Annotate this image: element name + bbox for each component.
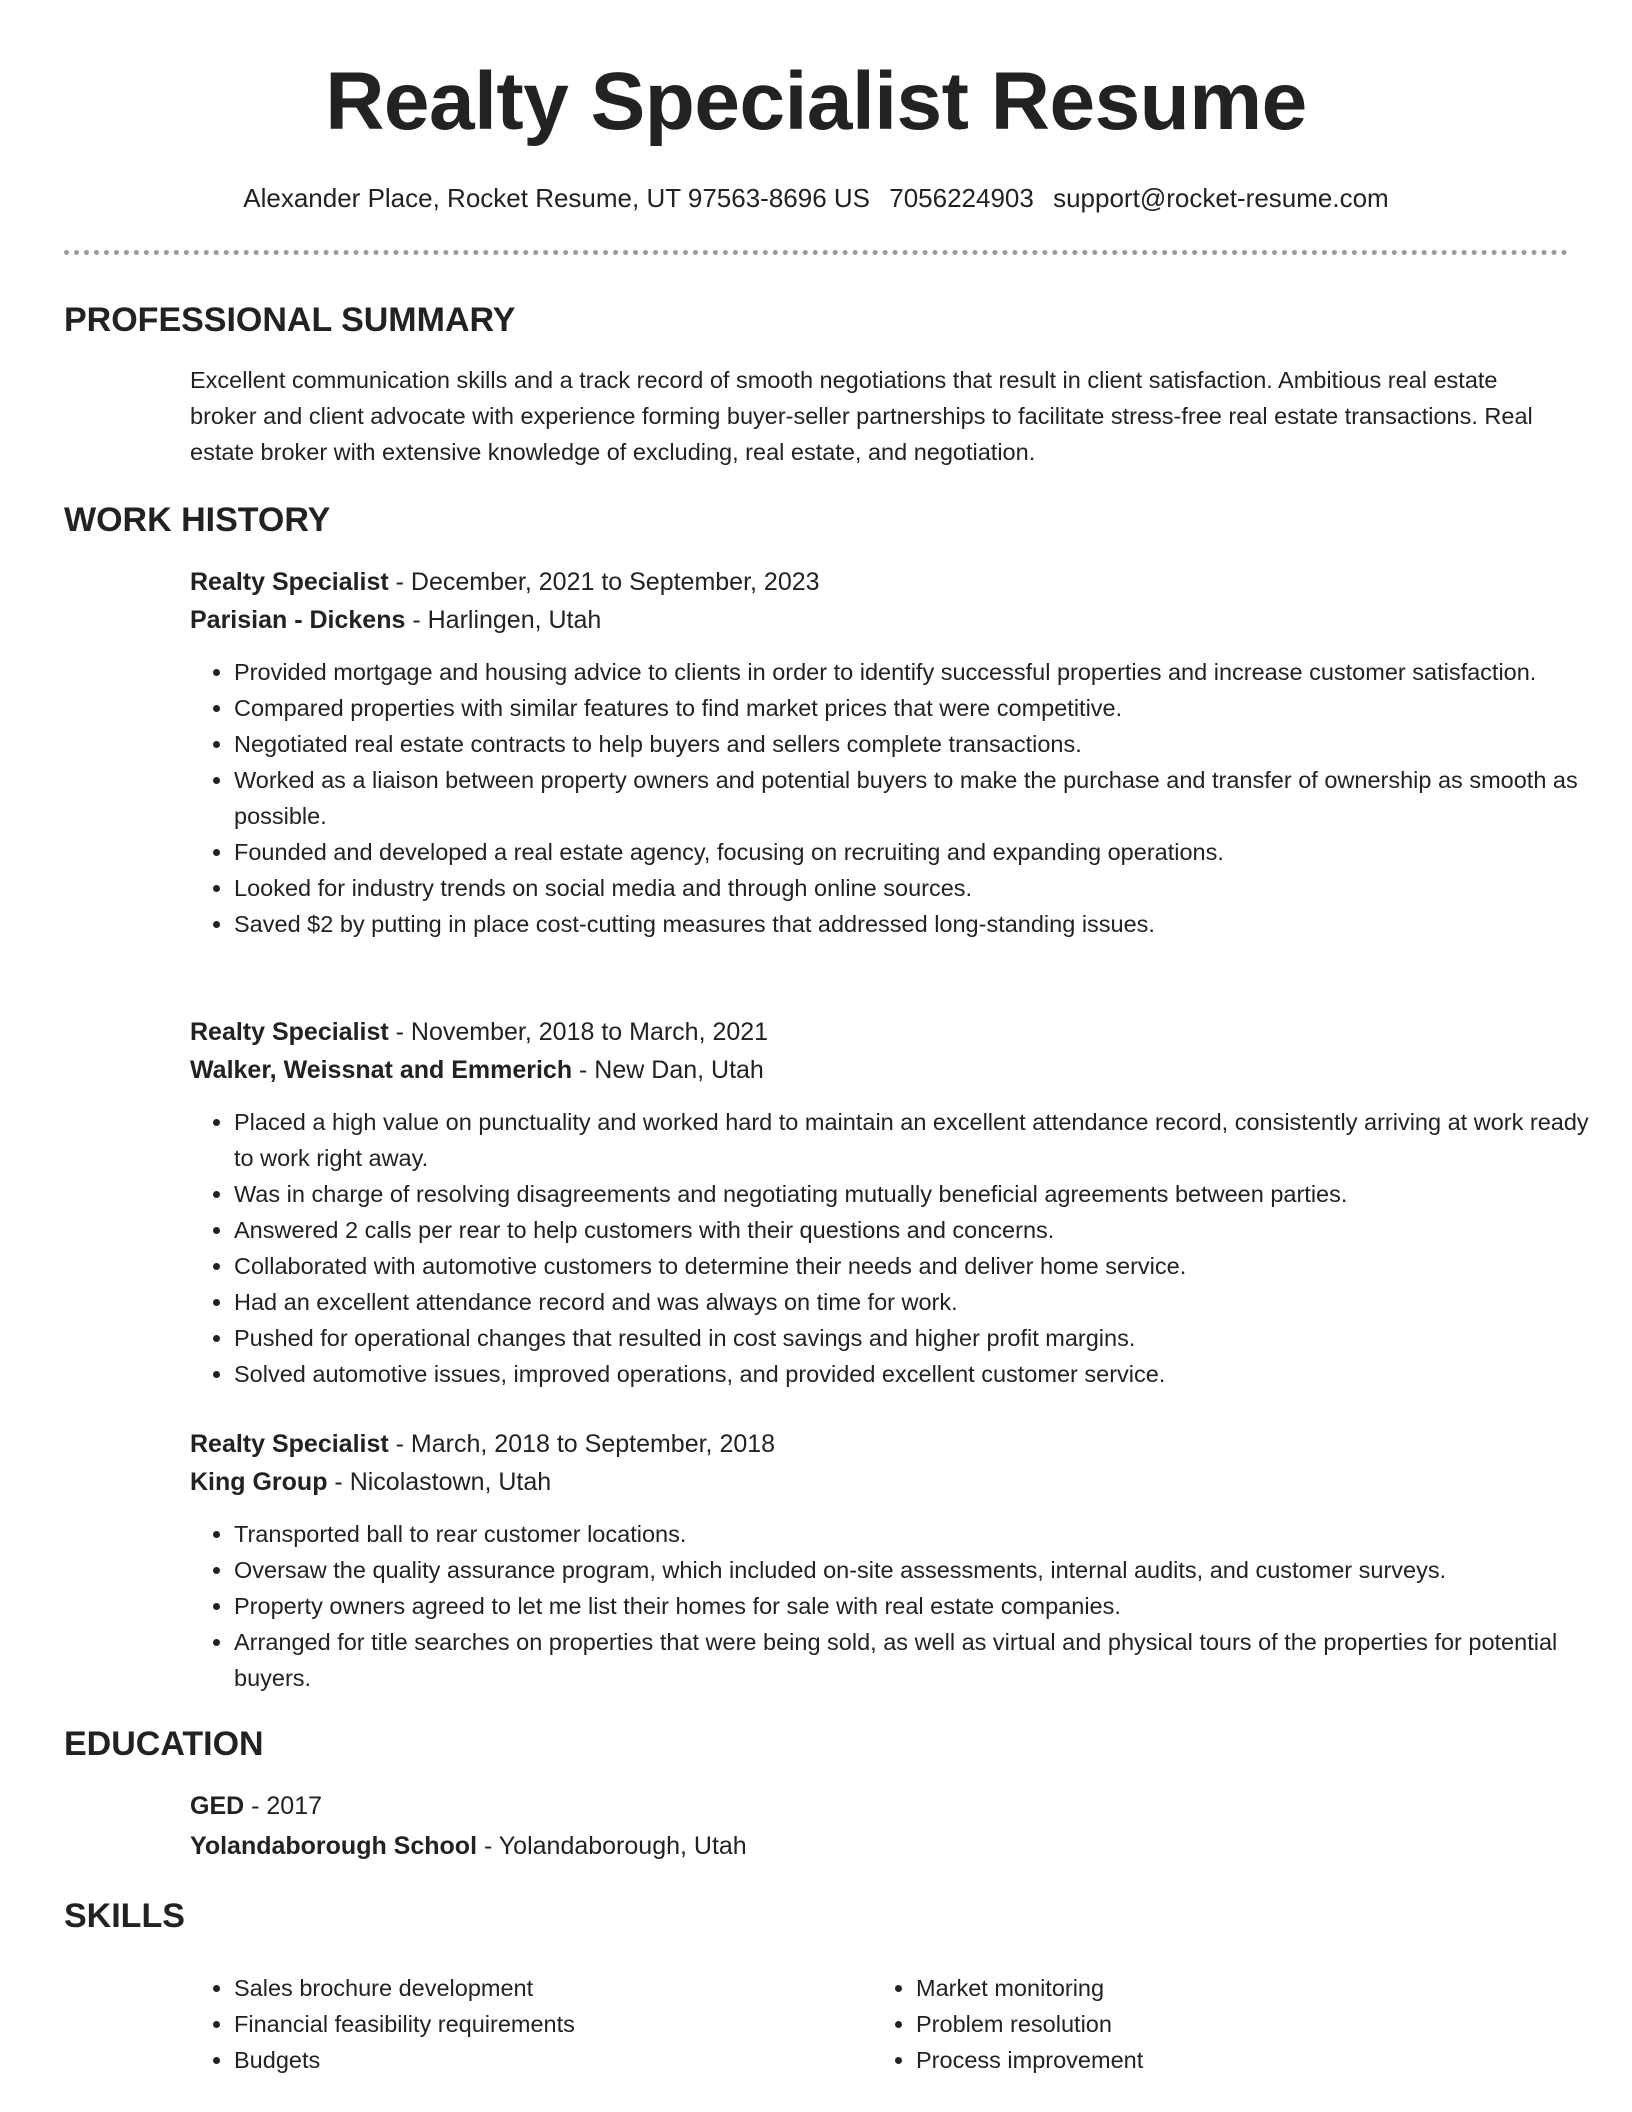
education-school: Yolandaborough School [190, 1832, 478, 1860]
list-item: • Looked for industry trends on social media and through online sources. [234, 870, 1612, 906]
job-title-line [190, 564, 820, 600]
work-history-heading: WORK HISTORY [64, 501, 331, 539]
list-item: • Worked as a liaison between property owners and potential buyers to make the purchase and transfer of ownership as smooth as possible. [234, 762, 1612, 834]
job-title-line [190, 1014, 768, 1050]
job-title-line [190, 1426, 775, 1462]
list-item: • Compared properties with similar features to find market prices that were competitive. [234, 690, 1612, 726]
list-item: • Placed a high value on punctuality and worked hard to maintain an excellent attendance record, consistently arriving at work ready to work right away. [234, 1104, 1612, 1176]
skill-item: • Financial feasibility requirements [234, 2006, 874, 2042]
job-company-line [190, 602, 601, 638]
education-school-line [190, 1828, 747, 1864]
list-item: • Transported ball to rear customer locations. [234, 1516, 1612, 1552]
resume-title: Realty Specialist Resume [325, 56, 1307, 147]
list-item: • Pushed for operational changes that resulted in cost savings and higher profit margins. [234, 1320, 1612, 1356]
job-location: - New Dan, Utah [572, 1056, 764, 1084]
skills-heading: SKILLS [64, 1897, 185, 1935]
skill-item: • Market monitoring [916, 1970, 1556, 2006]
list-item: • Founded and developed a real estate agency, focusing on recruiting and expanding operations. [234, 834, 1612, 870]
list-item: • Saved $2 by putting in place cost-cutting measures that addressed long-standing issues. [234, 906, 1612, 942]
education-degree: GED [190, 1792, 245, 1820]
job-bullets [190, 654, 1612, 942]
list-item: • Provided mortgage and housing advice to clients in order to identify successful properties and increase customer satisfaction. [234, 654, 1612, 690]
skill-item: • Problem resolution [916, 2006, 1556, 2042]
contact-address: Alexander Place, Rocket Resume, UT 97563-8696 US [243, 183, 871, 213]
job-location: - Harlingen, Utah [405, 606, 602, 634]
job-bullets [190, 1104, 1612, 1392]
skills-column-left [190, 1970, 874, 2078]
summary-text: Excellent communication skills and a track record of smooth negotiations that result in client satisfaction. Ambitious real estate broker and client advocate with experience forming buyer-seller partnerships to facilitate stress-free real estate transactions. Real estate broker with extensive knowledge of excluding, real estate, and negotiation. [190, 367, 1533, 465]
header-divider [64, 250, 1568, 255]
job-dates: - December, 2021 to September, 2023 [388, 568, 820, 596]
list-item: • Arranged for title searches on properties that were being sold, as well as virtual and physical tours of the properties for potential buyers. [234, 1624, 1612, 1696]
list-item: • Had an excellent attendance record and was always on time for work. [234, 1284, 1612, 1320]
skills-column-right [872, 1970, 1556, 2078]
job-company-line [190, 1464, 551, 1500]
job-company: King Group [190, 1468, 328, 1496]
job-company-line [190, 1052, 764, 1088]
job-dates: - March, 2018 to September, 2018 [388, 1430, 776, 1458]
skill-item: • Budgets [234, 2042, 874, 2078]
job-title: Realty Specialist [190, 568, 389, 596]
list-item: • Answered 2 calls per rear to help customers with their questions and concerns. [234, 1212, 1612, 1248]
education-heading: EDUCATION [64, 1725, 264, 1763]
summary-heading: PROFESSIONAL SUMMARY [64, 301, 516, 339]
job-bullets [190, 1516, 1612, 1696]
education-year: - 2017 [244, 1792, 323, 1820]
list-item: • Property owners agreed to let me list their homes for sale with real estate companies. [234, 1588, 1612, 1624]
list-item: • Was in charge of resolving disagreements and negotiating mutually beneficial agreements between parties. [234, 1176, 1612, 1212]
job-title: Realty Specialist [190, 1430, 389, 1458]
list-item: • Solved automotive issues, improved operations, and provided excellent customer service. [234, 1356, 1612, 1392]
skill-item: • Sales brochure development [234, 1970, 874, 2006]
job-title: Realty Specialist [190, 1018, 389, 1046]
job-location: - Nicolastown, Utah [327, 1468, 552, 1496]
education-location: - Yolandaborough, Utah [477, 1832, 747, 1860]
list-item: • Collaborated with automotive customers to determine their needs and deliver home service. [234, 1248, 1612, 1284]
list-item: • Oversaw the quality assurance program, which included on-site assessments, internal audits, and customer surveys. [234, 1552, 1612, 1588]
list-item: • Negotiated real estate contracts to help buyers and sellers complete transactions. [234, 726, 1612, 762]
contact-email: support@rocket-resume.com [1053, 183, 1389, 213]
contact-line [64, 180, 1568, 216]
education-degree-line [190, 1788, 322, 1824]
job-company: Parisian - Dickens [190, 606, 406, 634]
contact-phone: 7056224903 [889, 183, 1034, 213]
job-company: Walker, Weissnat and Emmerich [190, 1056, 573, 1084]
job-dates: - November, 2018 to March, 2021 [388, 1018, 769, 1046]
skill-item: • Process improvement [916, 2042, 1556, 2078]
